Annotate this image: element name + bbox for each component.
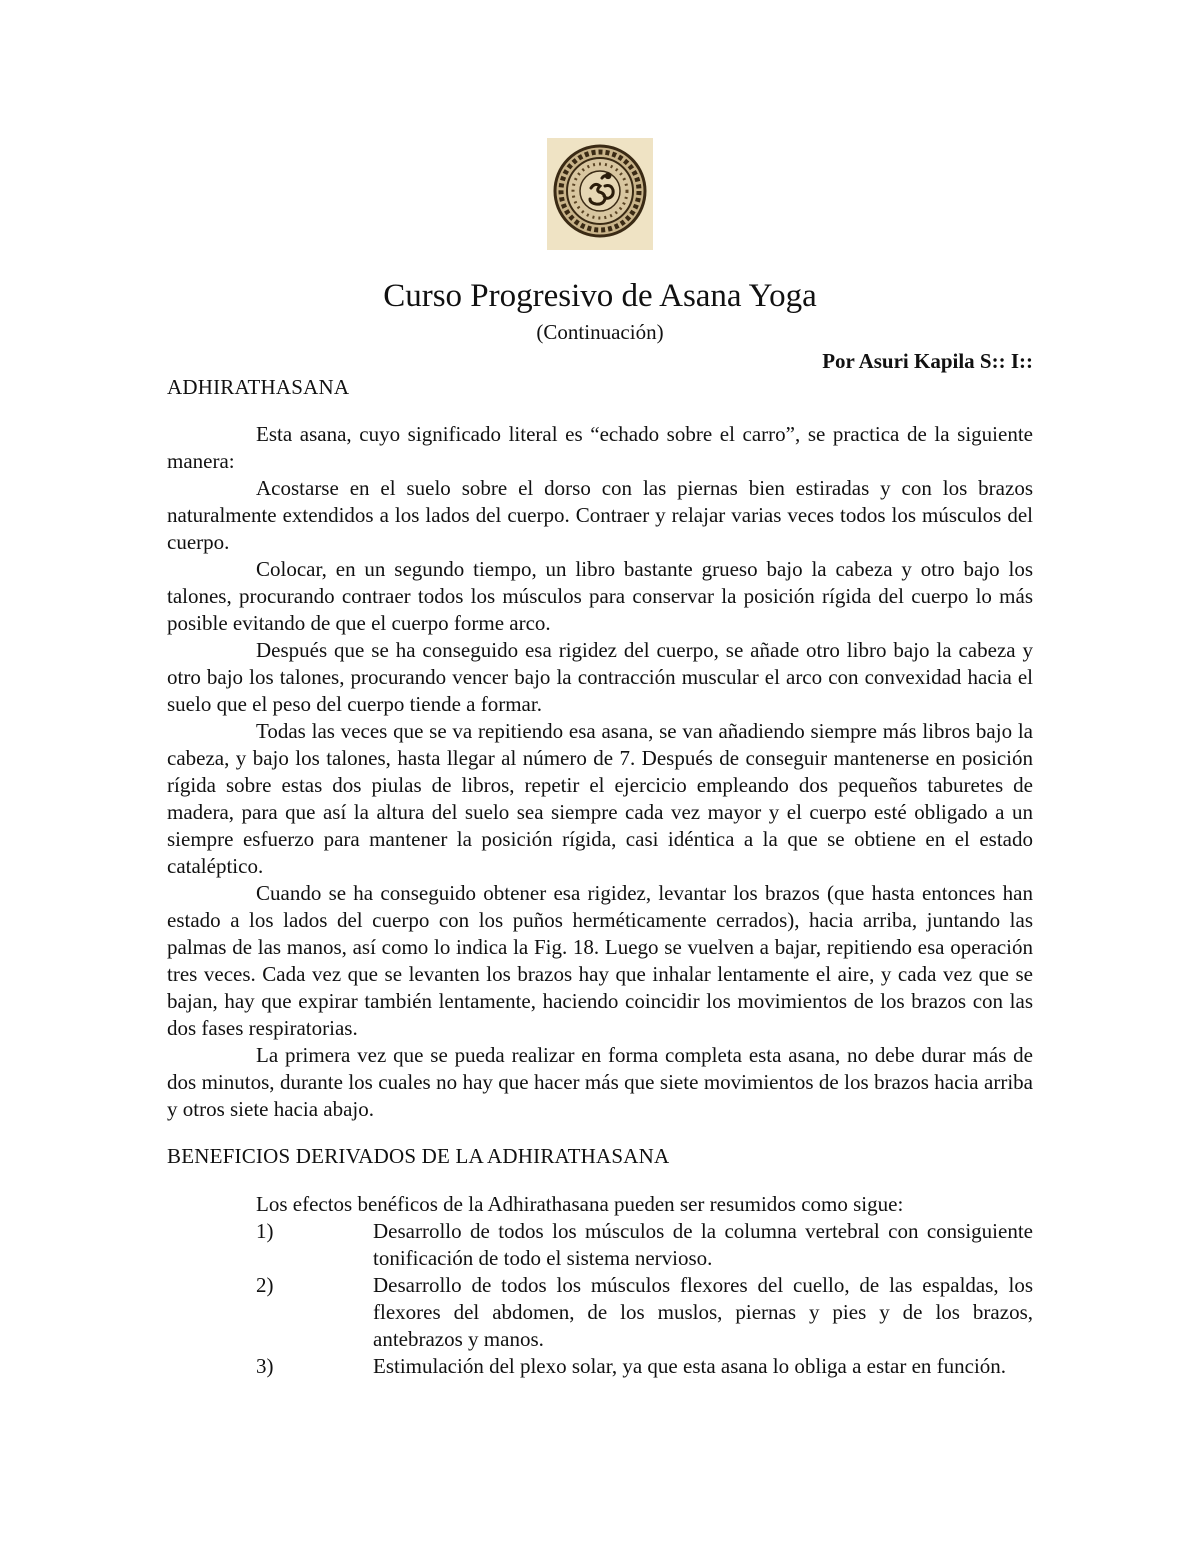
list-item-text: Desarrollo de todos los músculos flexores del cuello, de las espaldas, los flexores del abdomen, de los muslos, piernas y pies y de los brazos, antebrazos y manos. xyxy=(373,1273,1033,1351)
section-heading-adhirathasana: ADHIRATHASANA xyxy=(167,375,350,399)
benefits-intro: Los efectos benéficos de la Adhirathasana pueden ser resumidos como sigue: xyxy=(256,1192,904,1216)
section-body xyxy=(167,421,1033,1123)
page-title: Curso Progresivo de Asana Yoga xyxy=(383,278,817,314)
page-subtitle: (Continuación) xyxy=(536,320,664,344)
section-heading-beneficios: BENEFICIOS DERIVADOS DE LA ADHIRATHASANA xyxy=(167,1144,670,1168)
body-paragraph: Esta asana, cuyo significado literal es “echado sobre el carro”, se practica de la siguiente manera: xyxy=(167,422,1033,473)
body-paragraph: Colocar, en un segundo tiempo, un libro bastante grueso bajo la cabeza y otro bajo los talones, procurando contraer todos los músculos para conservar la posición rígida del cuerpo lo más posible evitando de que el cuerpo forme arco. xyxy=(167,557,1033,635)
benefits-list xyxy=(256,1218,1033,1380)
list-item-number: 2) xyxy=(256,1273,274,1297)
body-paragraph: Después que se ha conseguido esa rigidez del cuerpo, se añade otro libro bajo la cabeza y otro bajo los talones, procurando vencer bajo la contracción muscular el arco con convexidad hacia el suelo que el peso del cuerpo tiende a formar. xyxy=(167,638,1033,716)
body-paragraph: Cuando se ha conseguido obtener esa rigidez, levantar los brazos (que hasta entonces han estado a los lados del cuerpo con los puños herméticamente cerrados), hacia arriba, juntando las palmas de las manos, así como lo indica la Fig. 18. Luego se vuelven a bajar, repitiendo esa operación tres veces. Cada vez que se levanten los brazos hay que inhalar lentamente el aire, y cada vez que se bajan, hay que expirar también lentamente, haciendo coincidir los movimientos de los brazos con las dos fases respiratorias. xyxy=(167,881,1033,1040)
list-item-number: 1) xyxy=(256,1219,274,1243)
author-byline: Por Asuri Kapila S:: I:: xyxy=(822,349,1033,373)
list-item-text: Desarrollo de todos los músculos de la columna vertebral con consiguiente tonificación de todo el sistema nervioso. xyxy=(373,1219,1033,1270)
om-seal-icon xyxy=(547,138,653,250)
list-item-text: Estimulación del plexo solar, ya que esta asana lo obliga a estar en función. xyxy=(373,1354,1007,1378)
list-item xyxy=(256,1272,1033,1353)
body-paragraph: Acostarse en el suelo sobre el dorso con las piernas bien estiradas y con los brazos naturalmente extendidos a los lados del cuerpo. Contraer y relajar varias veces todos los músculos del cuerpo. xyxy=(167,476,1033,554)
list-item xyxy=(256,1218,1033,1272)
list-item xyxy=(256,1353,1033,1380)
body-paragraph: Todas las veces que se va repitiendo esa asana, se van añadiendo siempre más libros bajo la cabeza, y bajo los talones, hasta llegar al número de 7. Después de conseguir mantenerse en posición rígida sobre estas dos piulas de libros, repetir el ejercicio empleando dos pequeños taburetes de madera, para que así la altura del suelo sea siempre cada vez mayor y el cuerpo esté obligado a un siempre esfuerzo para mantener la posición rígida, casi idéntica a la que se obtiene en el estado cataléptico. xyxy=(167,719,1033,878)
body-paragraph: La primera vez que se pueda realizar en forma completa esta asana, no debe durar más de dos minutos, durante los cuales no hay que hacer más que siete movimientos de los brazos hacia arriba y otros siete hacia abajo. xyxy=(167,1043,1033,1121)
list-item-number: 3) xyxy=(256,1354,274,1378)
